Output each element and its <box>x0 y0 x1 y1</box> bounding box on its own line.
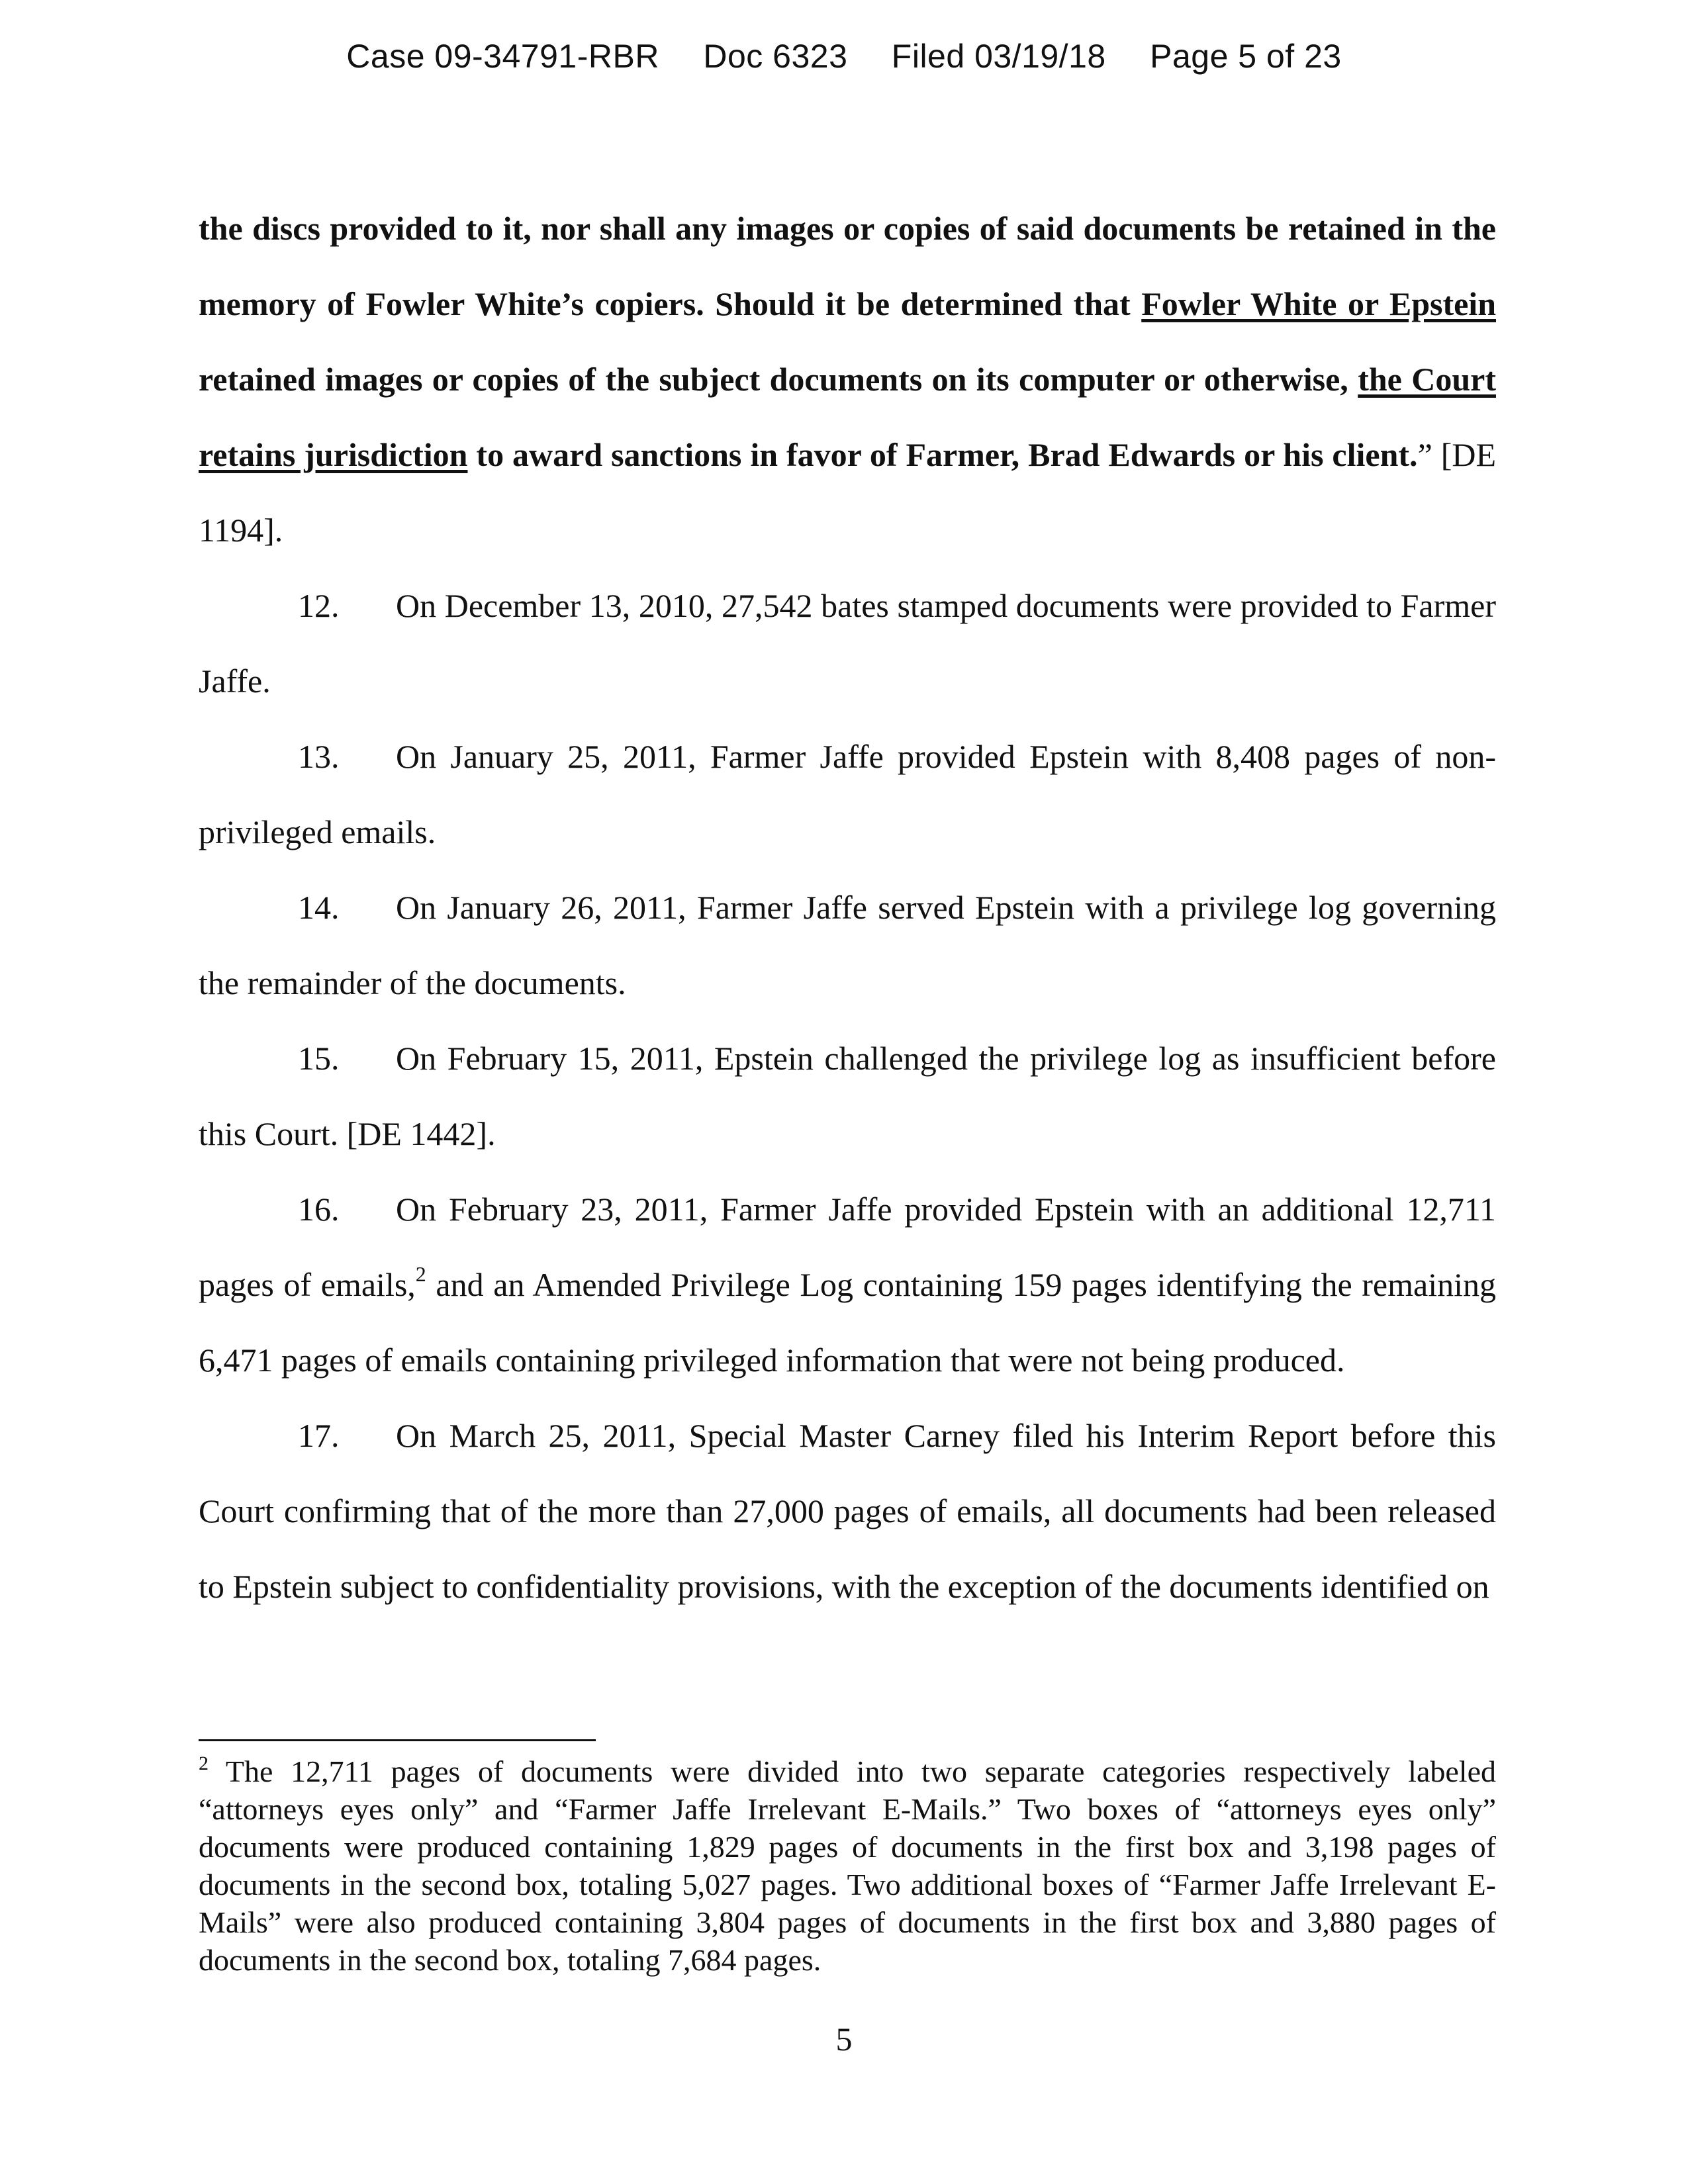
paragraph-12 <box>199 568 1496 719</box>
filed-date: Filed 03/19/18 <box>891 38 1106 75</box>
paragraph-number: 13. <box>298 738 340 775</box>
document-body <box>199 191 1496 1624</box>
quote-underline-parties: Fowler White or Epstein <box>1141 285 1496 322</box>
footnote-reference: 2 <box>415 1262 426 1286</box>
paragraph-number: 14. <box>298 889 340 926</box>
paragraph-text: On January 26, 2011, Farmer Jaffe served Epstein with a privilege log governing the remainder of the documents. <box>199 889 1496 1001</box>
paragraph-number: 16. <box>298 1191 340 1228</box>
doc-number: Doc 6323 <box>703 38 848 75</box>
paragraph-15 <box>199 1021 1496 1171</box>
quote-underline-court: the Court retains jurisdiction <box>199 361 1496 473</box>
case-number: Case 09-34791-RBR <box>346 38 659 75</box>
quote-text: the discs provided to it, nor shall any images or copies of said documents be retained in the memory of Fowler White’s copiers. Should it be determined that <box>199 210 1496 322</box>
paragraph-text: On February 23, 2011, Farmer Jaffe provided Epstein with an additional 12,711 pages of emails, <box>199 1191 1496 1303</box>
paragraph-text: On January 25, 2011, Farmer Jaffe provided Epstein with 8,408 pages of non-privileged emails. <box>199 738 1496 850</box>
footnote <box>199 1752 1496 1979</box>
case-header <box>0 37 1688 75</box>
paragraph-14 <box>199 870 1496 1021</box>
paragraph-17 <box>199 1398 1496 1624</box>
quote-text: retained images or copies of the subject documents on its computer or otherwise, <box>199 361 1358 398</box>
paragraph-number: 12. <box>298 587 340 624</box>
quote-text: to award sanctions in favor of Farmer, Brad Edwards or his client. <box>467 436 1418 473</box>
footnote-text: The 12,711 pages of documents were divided into two separate categories respectively labeled “attorneys eyes only” and “Farmer Jaffe Irrelevant E-Mails.” Two boxes of “attorneys eyes only” documents were produced containing 1,829 pages of documents in the first box and 3,198 pages of documents in the second box, totaling 5,027 pages. Two additional boxes of “Farmer Jaffe Irrelevant E-Mails” were also produced containing 3,804 pages of documents in the first box and 3,880 pages of documents in the second box, totaling 7,684 pages. <box>199 1754 1496 1977</box>
paragraph-13 <box>199 719 1496 870</box>
footnote-divider <box>199 1739 596 1741</box>
paragraph-text: On February 15, 2011, Epstein challenged the privilege log as insufficient before this Court. [DE 1442]. <box>199 1040 1496 1152</box>
paragraph-16 <box>199 1171 1496 1398</box>
quote-citation: ” [DE 1194]. <box>199 436 1497 549</box>
quoted-order <box>199 191 1496 568</box>
footnote-marker: 2 <box>199 1752 209 1774</box>
page-count: Page 5 of 23 <box>1150 38 1342 75</box>
paragraph-text: On December 13, 2010, 27,542 bates stamped documents were provided to Farmer Jaffe. <box>199 587 1496 700</box>
paragraph-number: 17. <box>298 1417 340 1454</box>
page-number: 5 <box>835 2021 853 2058</box>
paragraph-text: and an Amended Privilege Log containing 159 pages identifying the remaining 6,471 pages of emails containing privileged information that were not being produced. <box>199 1266 1496 1379</box>
paragraph-number: 15. <box>298 1040 340 1077</box>
paragraph-text: On March 25, 2011, Special Master Carney filed his Interim Report before this Court confirming that of the more than 27,000 pages of emails, all documents had been released to Epstein subject to confidentiality provisions, with the exception of the documents identified on <box>199 1417 1496 1605</box>
